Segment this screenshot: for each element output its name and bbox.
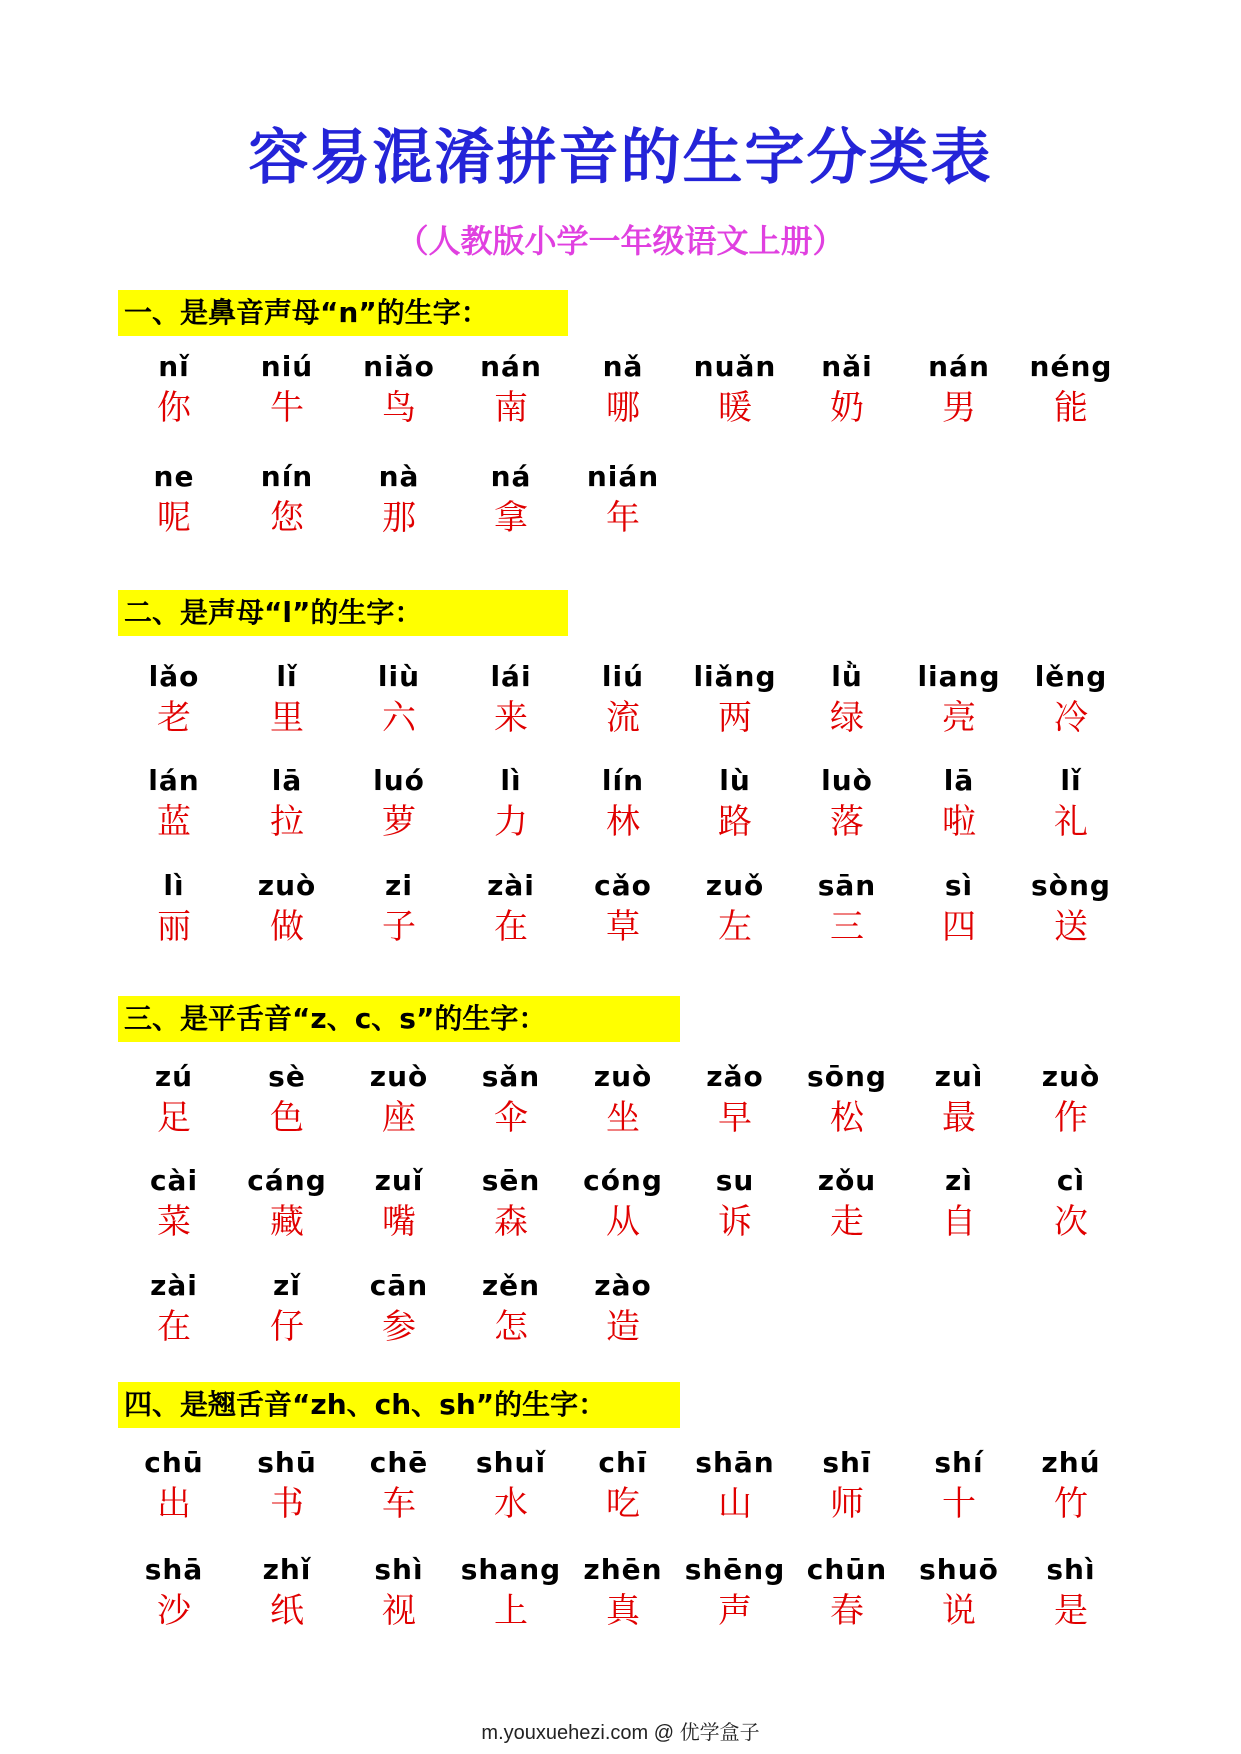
section-header: 三、是平舌音“z、c、s”的生字： [118,996,680,1042]
section-header: 四、是翘舌音“zh、ch、sh”的生字： [118,1382,680,1428]
hanzi-character: 绿 [830,698,864,738]
hanzi-character: 能 [1054,388,1088,428]
pinyin-label: zhǐ [262,1553,312,1586]
pinyin-label: chū [144,1446,204,1479]
character-entry [903,1058,1015,1140]
hanzi-character: 藏 [270,1202,304,1242]
hanzi-character: 拿 [494,498,528,538]
hanzi-character: 奶 [830,388,864,428]
hanzi-character: 师 [830,1484,864,1524]
pinyin-label: chī [598,1446,648,1479]
pinyin-label: nán [928,350,990,383]
hanzi-character: 丽 [157,907,191,947]
hanzi-character: 视 [382,1591,416,1631]
character-entry [1015,1058,1127,1140]
character-entry [118,1267,230,1349]
pinyin-label: lā [271,764,303,797]
hanzi-character: 在 [157,1307,191,1347]
character-entry [231,1162,343,1244]
pinyin-label: cáng [247,1164,327,1197]
character-entry [903,867,1015,949]
pinyin-label: lái [490,660,532,693]
character-entry [343,867,455,949]
character-entry [567,658,679,740]
hanzi-character: 是 [1054,1591,1088,1631]
character-entry [231,762,343,844]
character-entry [1015,1444,1127,1526]
hanzi-character: 那 [382,498,416,538]
character-entry [118,458,230,540]
pinyin-label: sǎn [481,1060,541,1093]
pinyin-label: luò [821,764,873,797]
character-entry [903,1162,1015,1244]
pinyin-label: shì [374,1553,424,1586]
hanzi-character: 牛 [270,388,304,428]
pinyin-label: sì [944,869,974,902]
hanzi-character: 自 [942,1202,976,1242]
hanzi-character: 落 [830,802,864,842]
hanzi-character: 拉 [270,802,304,842]
hanzi-character: 座 [382,1098,416,1138]
character-entry [679,1551,791,1633]
hanzi-character: 左 [718,907,752,947]
pinyin-label: ne [153,460,195,493]
character-entry [903,658,1015,740]
character-entry [343,1058,455,1140]
hanzi-character: 造 [606,1307,640,1347]
hanzi-character: 里 [270,698,304,738]
hanzi-character: 男 [942,388,976,428]
hanzi-character: 纸 [270,1591,304,1631]
character-entry [791,1444,903,1526]
pinyin-label: lěng [1034,660,1108,693]
character-entry [231,1444,343,1526]
hanzi-character: 冷 [1054,698,1088,738]
character-entry [455,348,567,430]
hanzi-character: 山 [718,1484,752,1524]
character-entry [679,1058,791,1140]
character-entry [679,867,791,949]
character-entry [118,658,230,740]
hanzi-character: 菜 [157,1202,191,1242]
character-entry [118,348,230,430]
character-entry [455,1551,567,1633]
pinyin-label: lì [163,869,185,902]
pinyin-label: zhú [1041,1446,1101,1479]
pinyin-label: zào [594,1269,652,1302]
hanzi-character: 出 [157,1484,191,1524]
pinyin-label: luó [373,764,425,797]
character-entry [903,1444,1015,1526]
hanzi-character: 嘴 [382,1202,416,1242]
hanzi-character: 暖 [718,388,752,428]
hanzi-character: 你 [157,388,191,428]
character-entry [1015,1162,1127,1244]
pinyin-label: zú [154,1060,194,1093]
character-entry [679,658,791,740]
pinyin-label: chūn [806,1553,888,1586]
pinyin-label: shì [1046,1553,1096,1586]
pinyin-label: niǎo [363,350,435,383]
hanzi-character: 鸟 [382,388,416,428]
character-entry [343,658,455,740]
pinyin-label: zi [385,869,413,902]
pinyin-label: lín [601,764,645,797]
pinyin-label: sōng [807,1060,887,1093]
character-entry [903,1551,1015,1633]
character-entry [567,348,679,430]
character-entry [343,1551,455,1633]
page-title: 容易混淆拼音的生字分类表 [248,123,993,193]
pinyin-label: liú [601,660,645,693]
character-entry [118,1444,230,1526]
pinyin-label: lǜ [831,660,863,693]
character-entry [231,458,343,540]
character-entry [1015,658,1127,740]
pinyin-label: lǐ [276,660,298,693]
pinyin-label: liǎng [693,660,777,693]
hanzi-character: 萝 [382,802,416,842]
pinyin-label: nǎ [602,350,644,383]
character-entry [343,762,455,844]
pinyin-label: nín [260,460,314,493]
hanzi-character: 送 [1054,907,1088,947]
pinyin-label: nà [378,460,420,493]
section-header: 一、是鼻音声母“n”的生字： [118,290,568,336]
pinyin-label: lā [943,764,975,797]
character-entry [679,762,791,844]
pinyin-label: shī [822,1446,872,1479]
pinyin-label: zěn [481,1269,541,1302]
pinyin-label: liù [377,660,421,693]
character-entry [791,867,903,949]
hanzi-character: 早 [718,1098,752,1138]
character-entry [231,1551,343,1633]
hanzi-character: 啦 [942,802,976,842]
character-entry [343,348,455,430]
hanzi-character: 怎 [494,1307,528,1347]
pinyin-label: niú [260,350,314,383]
hanzi-character: 礼 [1054,802,1088,842]
pinyin-label: lǎo [148,660,200,693]
pinyin-label: zì [945,1164,973,1197]
hanzi-character: 水 [494,1484,528,1524]
pinyin-label: zuò [593,1060,653,1093]
pinyin-label: cǎo [594,869,652,902]
hanzi-character: 年 [606,498,640,538]
pinyin-label: cì [1056,1164,1086,1197]
hanzi-character: 春 [830,1591,864,1631]
pinyin-label: nǐ [158,350,190,383]
character-entry [567,1267,679,1349]
hanzi-character: 从 [606,1202,640,1242]
hanzi-character: 诉 [718,1202,752,1242]
character-entry [791,348,903,430]
pinyin-label: zuò [257,869,317,902]
character-entry [118,867,230,949]
pinyin-label: nǎi [821,350,873,383]
character-entry [903,348,1015,430]
character-entry [118,1162,230,1244]
hanzi-character: 车 [382,1484,416,1524]
pinyin-label: zuǒ [705,869,765,902]
hanzi-character: 四 [942,907,976,947]
pinyin-label: shā [144,1553,204,1586]
character-entry [455,867,567,949]
hanzi-character: 作 [1054,1098,1088,1138]
character-entry [455,1444,567,1526]
pinyin-label: shuǐ [475,1446,547,1479]
hanzi-character: 沙 [157,1591,191,1631]
character-entry [118,762,230,844]
character-entry [231,1058,343,1140]
character-entry [791,1058,903,1140]
hanzi-character: 色 [270,1098,304,1138]
pinyin-label: zǒu [817,1164,877,1197]
character-entry [343,1267,455,1349]
pinyin-label: shū [257,1446,317,1479]
hanzi-character: 真 [606,1591,640,1631]
character-entry [343,1162,455,1244]
pinyin-label: shang [460,1553,562,1586]
hanzi-character: 三 [830,907,864,947]
hanzi-character: 来 [494,698,528,738]
hanzi-character: 力 [494,802,528,842]
pinyin-label: sān [817,869,877,902]
character-entry [343,1444,455,1526]
character-entry [455,658,567,740]
hanzi-character: 两 [718,698,752,738]
pinyin-label: lǐ [1060,764,1082,797]
character-entry [118,1551,230,1633]
character-entry [1015,1551,1127,1633]
character-entry [455,458,567,540]
hanzi-character: 蓝 [157,802,191,842]
hanzi-character: 十 [942,1484,976,1524]
pinyin-label: nián [586,460,660,493]
hanzi-character: 南 [494,388,528,428]
character-entry [903,762,1015,844]
pinyin-label: liang [917,660,1001,693]
hanzi-character: 伞 [494,1098,528,1138]
hanzi-character: 足 [157,1098,191,1138]
hanzi-character: 仔 [270,1307,304,1347]
character-entry [567,1444,679,1526]
hanzi-character: 流 [606,698,640,738]
hanzi-character: 松 [830,1098,864,1138]
character-entry [1015,762,1127,844]
character-entry [455,1058,567,1140]
pinyin-label: néng [1029,350,1113,383]
page-subtitle: （人教版小学一年级语文上册） [396,222,845,260]
pinyin-label: shēng [684,1553,786,1586]
hanzi-character: 呢 [157,498,191,538]
hanzi-character: 说 [942,1591,976,1631]
character-entry [679,1162,791,1244]
pinyin-label: cóng [583,1164,663,1197]
pinyin-label: lán [148,764,200,797]
pinyin-label: ná [490,460,532,493]
character-entry [567,1162,679,1244]
character-entry [1015,867,1127,949]
character-entry [231,1267,343,1349]
hanzi-character: 竹 [1054,1484,1088,1524]
character-entry [231,658,343,740]
character-entry [791,762,903,844]
pinyin-label: zǐ [273,1269,301,1302]
pinyin-label: zuò [369,1060,429,1093]
pinyin-label: su [715,1164,755,1197]
hanzi-character: 声 [718,1591,752,1631]
hanzi-character: 六 [382,698,416,738]
pinyin-label: zài [150,1269,198,1302]
character-entry [567,458,679,540]
hanzi-character: 哪 [606,388,640,428]
character-entry [231,867,343,949]
pinyin-label: sè [268,1060,306,1093]
hanzi-character: 森 [494,1202,528,1242]
pinyin-label: shān [695,1446,775,1479]
character-entry [455,762,567,844]
hanzi-character: 走 [830,1202,864,1242]
character-entry [231,348,343,430]
section-header: 二、是声母“l”的生字： [118,590,568,636]
pinyin-label: shuō [919,1553,999,1586]
hanzi-character: 吃 [606,1484,640,1524]
character-entry [567,762,679,844]
character-entry [567,867,679,949]
hanzi-character: 子 [382,907,416,947]
character-entry [679,1444,791,1526]
hanzi-character: 最 [942,1098,976,1138]
hanzi-character: 在 [494,907,528,947]
character-entry [791,1551,903,1633]
pinyin-label: zǎo [706,1060,764,1093]
pinyin-label: zuò [1041,1060,1101,1093]
hanzi-character: 做 [270,907,304,947]
pinyin-label: zhēn [583,1553,663,1586]
pinyin-label: cān [369,1269,429,1302]
pinyin-label: sòng [1031,869,1111,902]
hanzi-character: 次 [1054,1202,1088,1242]
pinyin-label: zuǐ [374,1164,424,1197]
character-entry [455,1162,567,1244]
character-entry [791,658,903,740]
footer-watermark: m.youxuehezi.com @ 优学盒子 [481,1722,760,1744]
pinyin-label: nán [480,350,542,383]
character-entry [118,1058,230,1140]
character-entry [455,1267,567,1349]
character-entry [343,458,455,540]
hanzi-character: 林 [606,802,640,842]
pinyin-label: sēn [481,1164,541,1197]
character-entry [1015,348,1127,430]
pinyin-label: shí [934,1446,984,1479]
pinyin-label: lì [500,764,522,797]
pinyin-label: cài [149,1164,199,1197]
hanzi-character: 草 [606,907,640,947]
hanzi-character: 亮 [942,698,976,738]
character-entry [567,1058,679,1140]
character-entry [679,348,791,430]
pinyin-label: nuǎn [693,350,777,383]
pinyin-label: lù [719,764,751,797]
hanzi-character: 坐 [606,1098,640,1138]
hanzi-character: 路 [718,802,752,842]
character-entry [567,1551,679,1633]
pinyin-label: zài [487,869,535,902]
character-entry [791,1162,903,1244]
hanzi-character: 上 [494,1591,528,1631]
hanzi-character: 书 [270,1484,304,1524]
hanzi-character: 您 [270,498,304,538]
pinyin-label: zuì [934,1060,984,1093]
pinyin-label: chē [369,1446,429,1479]
hanzi-character: 老 [157,698,191,738]
hanzi-character: 参 [382,1307,416,1347]
